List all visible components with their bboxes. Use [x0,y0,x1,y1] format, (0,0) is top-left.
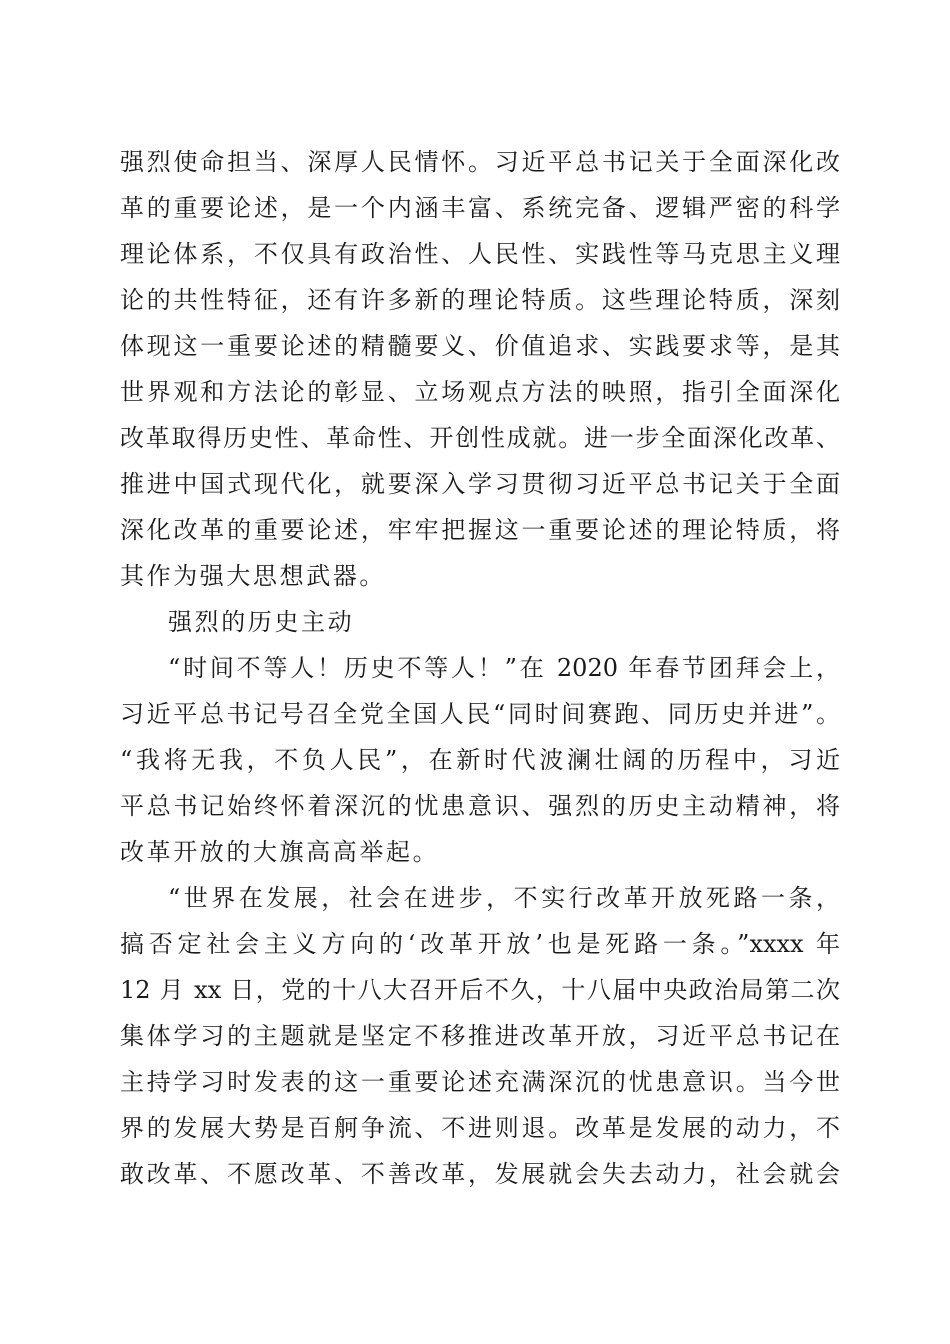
paragraph-line: “世界在发展，社会在进步，不实行改革开放死路一条， [168,884,840,912]
paragraph-line: 敢改革、不愿改革、不善改革，发展就会失去动力，社会就会 [120,1160,840,1188]
paragraph-line: 改革取得历史性、革命性、开创性成就。进一步全面深化改革、 [120,424,840,452]
paragraph-line: 革的重要论述，是一个内涵丰富、系统完备、逻辑严密的科学 [120,194,840,222]
paragraph-line: 理论体系，不仅具有政治性、人民性、实践性等马克思主义理 [120,240,840,268]
paragraph-line: 集体学习的主题就是坚定不移推进改革开放，习近平总书记在 [120,1022,840,1050]
paragraph-line: 其作为强大思想武器。 [120,562,386,590]
paragraph-line: 界的发展大势是百舸争流、不进则退。改革是发展的动力，不 [120,1114,840,1142]
paragraph-line: 世界观和方法论的彰显、立场观点方法的映照，指引全面深化 [120,378,840,406]
paragraph-line: “我将无我，不负人民”，在新时代波澜壮阔的历程中，习近 [120,746,840,774]
paragraph-line: 体现这一重要论述的精髓要义、价值追求、实践要求等，是其 [120,332,840,360]
paragraph-line: 习近平总书记号召全党全国人民“同时间赛跑、同历史并进”。 [120,700,840,728]
section-heading: 强烈的历史主动 [168,608,355,636]
paragraph-line: 改革开放的大旗高高举起。 [120,838,440,866]
paragraph-line: 搞否定社会主义方向的‘改革开放’也是死路一条。”xxxx 年 [120,930,840,958]
paragraph-line: 深化改革的重要论述，牢牢把握这一重要论述的理论特质，将 [120,516,840,544]
paragraph-line: 12 月 xx 日，党的十八大召开后不久，十八届中央政治局第二次 [120,976,840,1004]
paragraph-line: 强烈使命担当、深厚人民情怀。习近平总书记关于全面深化改 [120,148,840,176]
paragraph-line: “时间不等人！历史不等人！”在 2020 年春节团拜会上， [168,654,840,682]
paragraph-line: 推进中国式现代化，就要深入学习贯彻习近平总书记关于全面 [120,470,840,498]
paragraph-line: 平总书记始终怀着深沉的忧患意识、强烈的历史主动精神，将 [120,792,840,820]
paragraph-line: 论的共性特征，还有许多新的理论特质。这些理论特质，深刻 [120,286,840,314]
paragraph-line: 主持学习时发表的这一重要论述充满深沉的忧患意识。当今世 [120,1068,840,1096]
